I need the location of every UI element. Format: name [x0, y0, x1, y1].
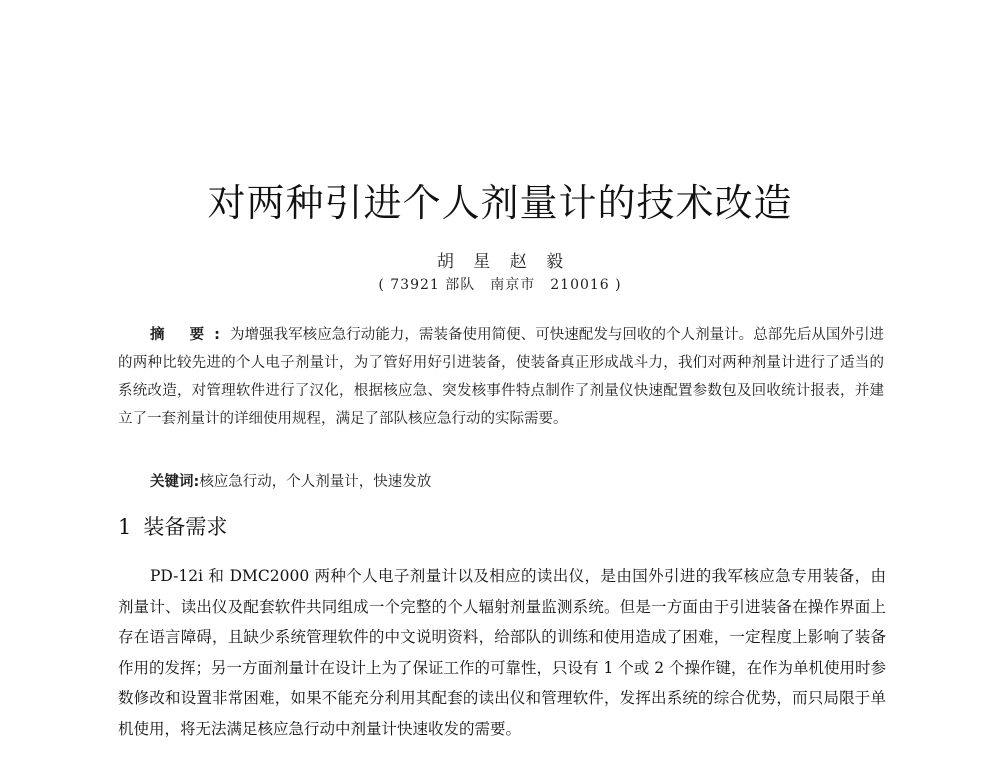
paper-affiliation: ( 73921 部队 南京市 210016 )	[378, 277, 622, 293]
abstract-paragraph	[118, 321, 884, 433]
keywords-line	[150, 470, 884, 491]
abstract-text: 为增强我军核应急行动能力，需装备使用简便、可快速配发与回收的个人剂量计。总部先后从国外引进的两种比较先进的个人电子剂量计，为了管好用好引进装备，使装备真正形成战斗力，我们对两种剂量计进行了适当的系统改造，对管理软件进行了汉化，根据核应急、突发核事件特点制作了剂量仪快速配置参数包及回收统计报表，并建立了一套剂量计的详细使用规程，满足了部队核应急行动的实际需要。	[118, 327, 884, 427]
section-paragraph: PD-12i 和 DMC2000 两种个人电子剂量计以及相应的读出仪，是由国外引进的我军核应急专用装备，由剂量计、读出仪及配套软件共同组成一个完整的个人辐射剂量监测系统。但是一方面由于引进装备在操作界面上存在语言障碍，且缺少系统管理软件的中文说明资料，给部队的训练和使用造成了困难，一定程度上影响了装备作用的发挥；另一方面剂量计在设计上为了保证工作的可靠性，只设有 1 个或 2 个操作键，在作为单机使用时参数修改和设置非常困难，如果不能充分利用其配套的读出仪和管理软件，发挥出系统的综合优势，而只局限于单机使用，将无法满足核应急行动中剂量计快速收发的需要。	[118, 567, 886, 738]
section-heading	[118, 511, 227, 541]
keywords-text: 核应急行动，个人剂量计，快速发放	[199, 474, 432, 490]
section-number: 1	[118, 515, 132, 539]
keywords-label: 关键词:	[150, 474, 200, 490]
paper-title: 对两种引进个人剂量计的技术改造	[207, 181, 793, 225]
paper-authors: 胡 星 赵 毅	[436, 252, 564, 272]
section-title: 装备需求	[143, 515, 228, 539]
abstract-label: 摘 要:	[150, 327, 230, 343]
